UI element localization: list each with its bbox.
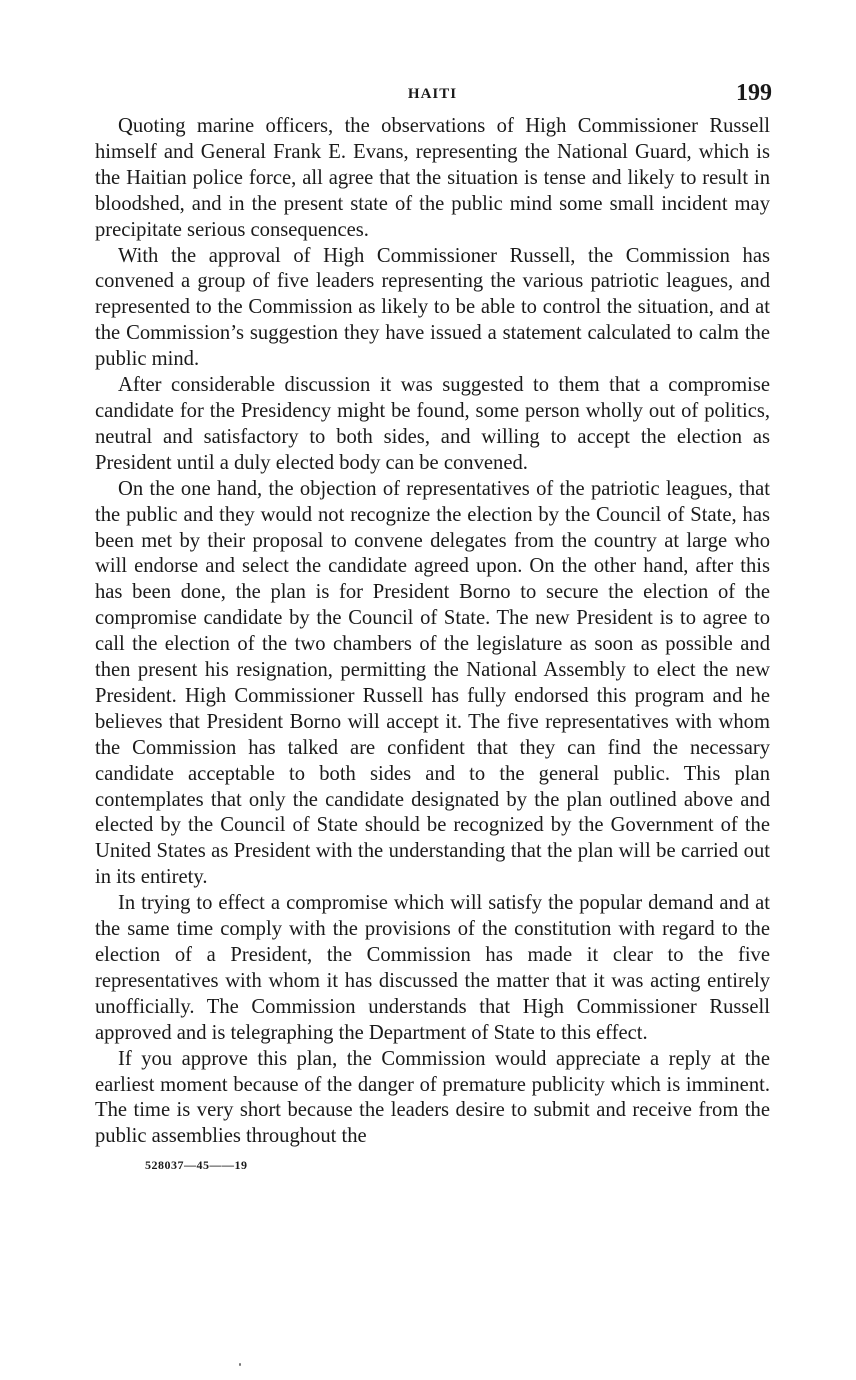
paragraph: On the one hand, the objection of representatives of the patriotic leagues, that the public and they would not recognize the election by the Council of State, has been met by their proposal to convene delegates from the country at large who will endorse and select the candidate agreed upon. On the other hand, after this has been done, the plan is for President Borno to secure the election of the compromise candidate by the Council of State. The new President is to agree to call the election of the two chambers of the legislature as soon as possible and then present his resignation, permitting the National Assembly to elect the new President. High Commissioner Russell has fully endorsed this program and he believes that President Borno will accept it. The five representatives with whom the Commission has talked are confident that they can find the necessary candidate acceptable to both sides and to the general public. This plan contemplates that only the candidate designated by the plan outlined above and elected by the Council of State should be recognized by the Government of the United States as President with the understanding that the plan will be carried out in its entirety. [95, 477, 770, 889]
paragraph: In trying to effect a compromise which will satisfy the popular demand and at the same time comply with the provisions of the constitution with regard to the election of a President, the Commission has made it clear to the five representatives with whom it has discussed the matter that it was acting entirely unofficially. The Commission understands that High Commissioner Russell approved and is telegraphing the Department of State to this effect. [95, 892, 770, 1044]
body-text [95, 114, 770, 1150]
paragraph: After considerable discussion it was suggested to them that a compromise candidate for the Presidency might be found, some person wholly out of politics, neutral and satisfactory to both sides, and willing to accept the election as President until a duly elected body can be convened. [95, 374, 770, 474]
paragraph: If you approve this plan, the Commission would appreciate a reply at the earliest moment because of the danger of premature publicity which is imminent. The time is very short because the leaders desire to submit and receive from the public assemblies throughout the [95, 1047, 770, 1148]
document-page [95, 80, 770, 1173]
paragraph: With the approval of High Commissioner Russell, the Commission has convened a group of five leaders representing the various patriotic leagues, and represented to the Commission as likely to be able to control the situation, and at the Commission’s suggestion they have issued a statement calculated to calm the public mind. [95, 244, 770, 371]
scan-speck [239, 1363, 241, 1366]
running-head: HAITI [407, 86, 458, 102]
paragraph: Quoting marine officers, the observations of High Commissioner Russell himself and General Frank E. Evans, representing the National Guard, which is the Haitian police force, all agree that the situation is tense and likely to result in bloodshed, and in the present state of the public mind some small incident may precipitate serious consequences. [95, 115, 770, 241]
printer-signature: 528037—45——19 [145, 1158, 248, 1173]
page-number: 199 [736, 80, 772, 106]
page-header [95, 80, 770, 114]
